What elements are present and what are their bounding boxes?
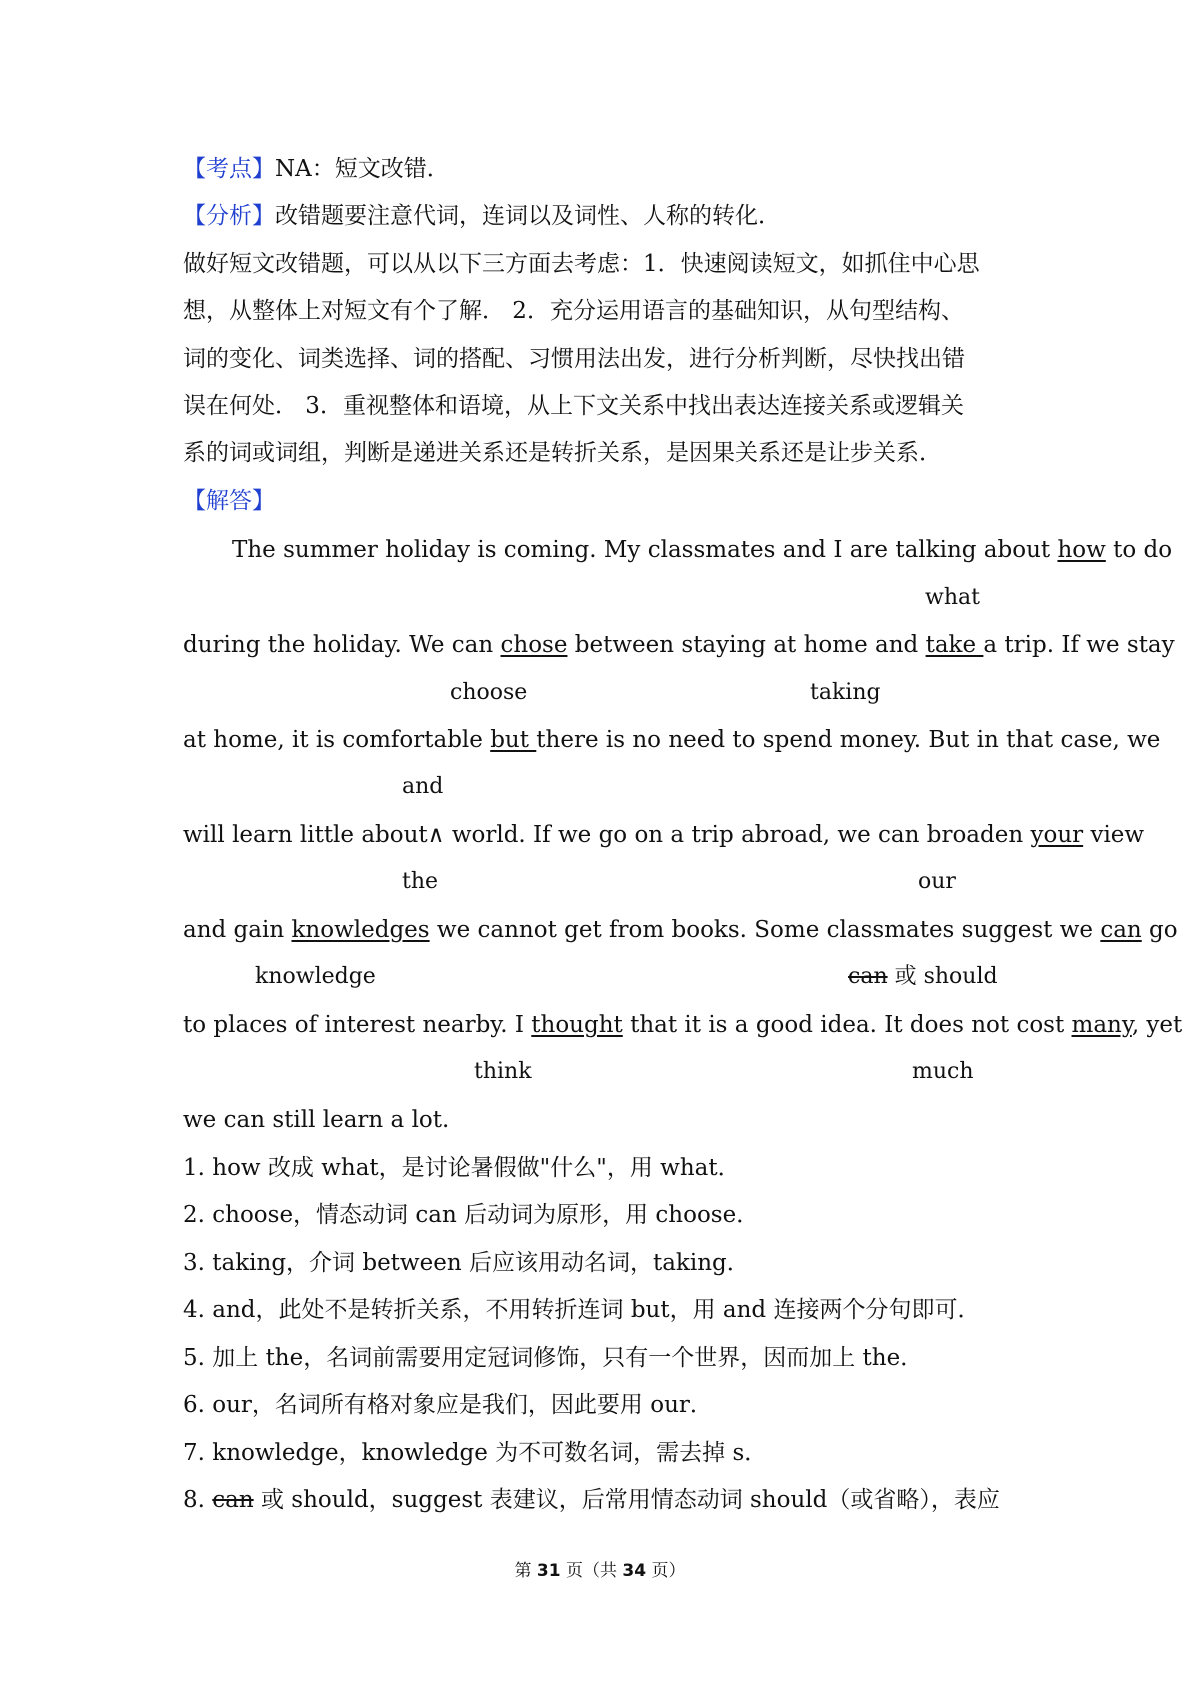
struck-word: can [212, 1487, 254, 1513]
passage-text: to places of interest nearby. I [183, 1012, 532, 1038]
error-word: can [1100, 917, 1142, 943]
explanation-item: 2. choose，情态动词 can 后动词为原形，用 choose． [183, 1202, 760, 1228]
passage-text: will learn little about∧ world. If we go on a trip abroad, we can broaden [183, 822, 1031, 848]
analysis-line: 误在何处． 3．重视整体和语境，从上下文关系中找出表达连接关系或逻辑关 [183, 393, 964, 419]
fenxi-tag: 【分析】 [183, 203, 275, 229]
passage-text: at home, it is comfortable [183, 727, 491, 753]
explanation-item: 5. 加上 the，名词前需要用定冠词修饰，只有一个世界，因而加上 the． [183, 1345, 924, 1371]
passage-text: that it is a good idea. It does not cost [622, 1012, 1072, 1038]
error-word: thought [531, 1012, 623, 1038]
kaodian-text: NA：短文改错． [275, 156, 450, 182]
correction-word: knowledge [255, 964, 376, 989]
kaodian-line [183, 153, 1023, 185]
correction-word: taking [810, 680, 881, 705]
passage-line-2 [183, 629, 1175, 661]
correction-word: the [402, 869, 439, 894]
passage-text: The summer holiday is coming. My classmates and I are talking about [232, 537, 1058, 563]
correction-text: 或 should [887, 964, 998, 989]
passage-text: during the holiday. We can [183, 632, 501, 658]
explanation-item [183, 1484, 1023, 1516]
passage-text: we cannot get from books. Some classmates suggest we [429, 917, 1101, 943]
kaodian-tag: 【考点】 [183, 156, 275, 182]
explanation-item: 4. and，此处不是转折关系，不用转折连词 but，用 and 连接两个分句即可． [183, 1297, 981, 1323]
passage-line-3 [183, 724, 1161, 756]
analysis-line: 做好短文改错题，可以从以下三方面去考虑：1．快速阅读短文，如抓住中心思 [183, 251, 980, 277]
explanation-item: 6. our，名词所有格对象应是我们，因此要用 our． [183, 1392, 713, 1418]
explanation-item: 7. knowledge，knowledge 为不可数名词，需去掉 s． [183, 1440, 768, 1466]
page-footer [0, 1556, 1200, 1581]
fenxi-text: 改错题要注意代词，连词以及词性、人称的转化． [275, 203, 781, 229]
correction-word: our [918, 869, 956, 894]
passage-text: to do [1105, 537, 1173, 563]
correction-word: much [912, 1059, 974, 1084]
answer-tag: 【解答】 [183, 488, 275, 514]
error-word: how [1057, 537, 1106, 563]
passage-line-5 [183, 914, 1178, 946]
analysis-line: 词的变化、词类选择、词的搭配、习惯用法出发，进行分析判断，尽快找出错 [183, 346, 965, 372]
analysis-line: 想，从整体上对短文有个了解． 2．充分运用语言的基础知识，从句型结构、 [183, 298, 964, 324]
passage-text: go [1141, 917, 1178, 943]
page-number: 31 [536, 1561, 561, 1581]
passage-line-1 [232, 534, 1173, 566]
passage-text: , yet [1131, 1012, 1183, 1038]
total-pages: 34 [622, 1561, 647, 1581]
correction-word: and [402, 774, 444, 799]
error-word: but [490, 727, 537, 753]
correction-word: think [474, 1059, 532, 1084]
explanation-number: 8. [183, 1487, 213, 1513]
footer-text: 页（共 [560, 1561, 623, 1581]
error-word: knowledges [291, 917, 430, 943]
correction-word: what [925, 585, 980, 610]
passage-line-6 [183, 1009, 1183, 1041]
error-word: your [1030, 822, 1084, 848]
analysis-line: 系的词或词组，判断是递进关系还是转折关系，是因果关系还是让步关系． [183, 440, 942, 466]
explanation-item: 1. how 改成 what，是讨论暑假做"什么"，用 what． [183, 1155, 741, 1181]
footer-text: 第 [514, 1561, 537, 1581]
passage-line-7: we can still learn a lot. [183, 1107, 450, 1133]
passage-text: a trip. If we stay [983, 632, 1175, 658]
passage-text: there is no need to spend money. But in that case, we [536, 727, 1161, 753]
explanation-text: 或 should，suggest 表建议，后常用情态动词 should（或省略），表应 [253, 1487, 1000, 1513]
correction-word: choose [450, 680, 528, 705]
footer-text: 页） [646, 1561, 686, 1581]
error-word: take [925, 632, 984, 658]
passage-text: between staying at home and [567, 632, 926, 658]
struck-word: can [848, 964, 888, 989]
explanation-item: 3. taking，介词 between 后应该用动名词，taking． [183, 1250, 750, 1276]
error-word: many [1071, 1012, 1132, 1038]
correction-word [848, 962, 998, 992]
passage-text: and gain [183, 917, 292, 943]
fenxi-line [183, 200, 1023, 232]
passage-line-4 [183, 819, 1145, 851]
passage-text: view [1083, 822, 1145, 848]
error-word: chose [500, 632, 568, 658]
